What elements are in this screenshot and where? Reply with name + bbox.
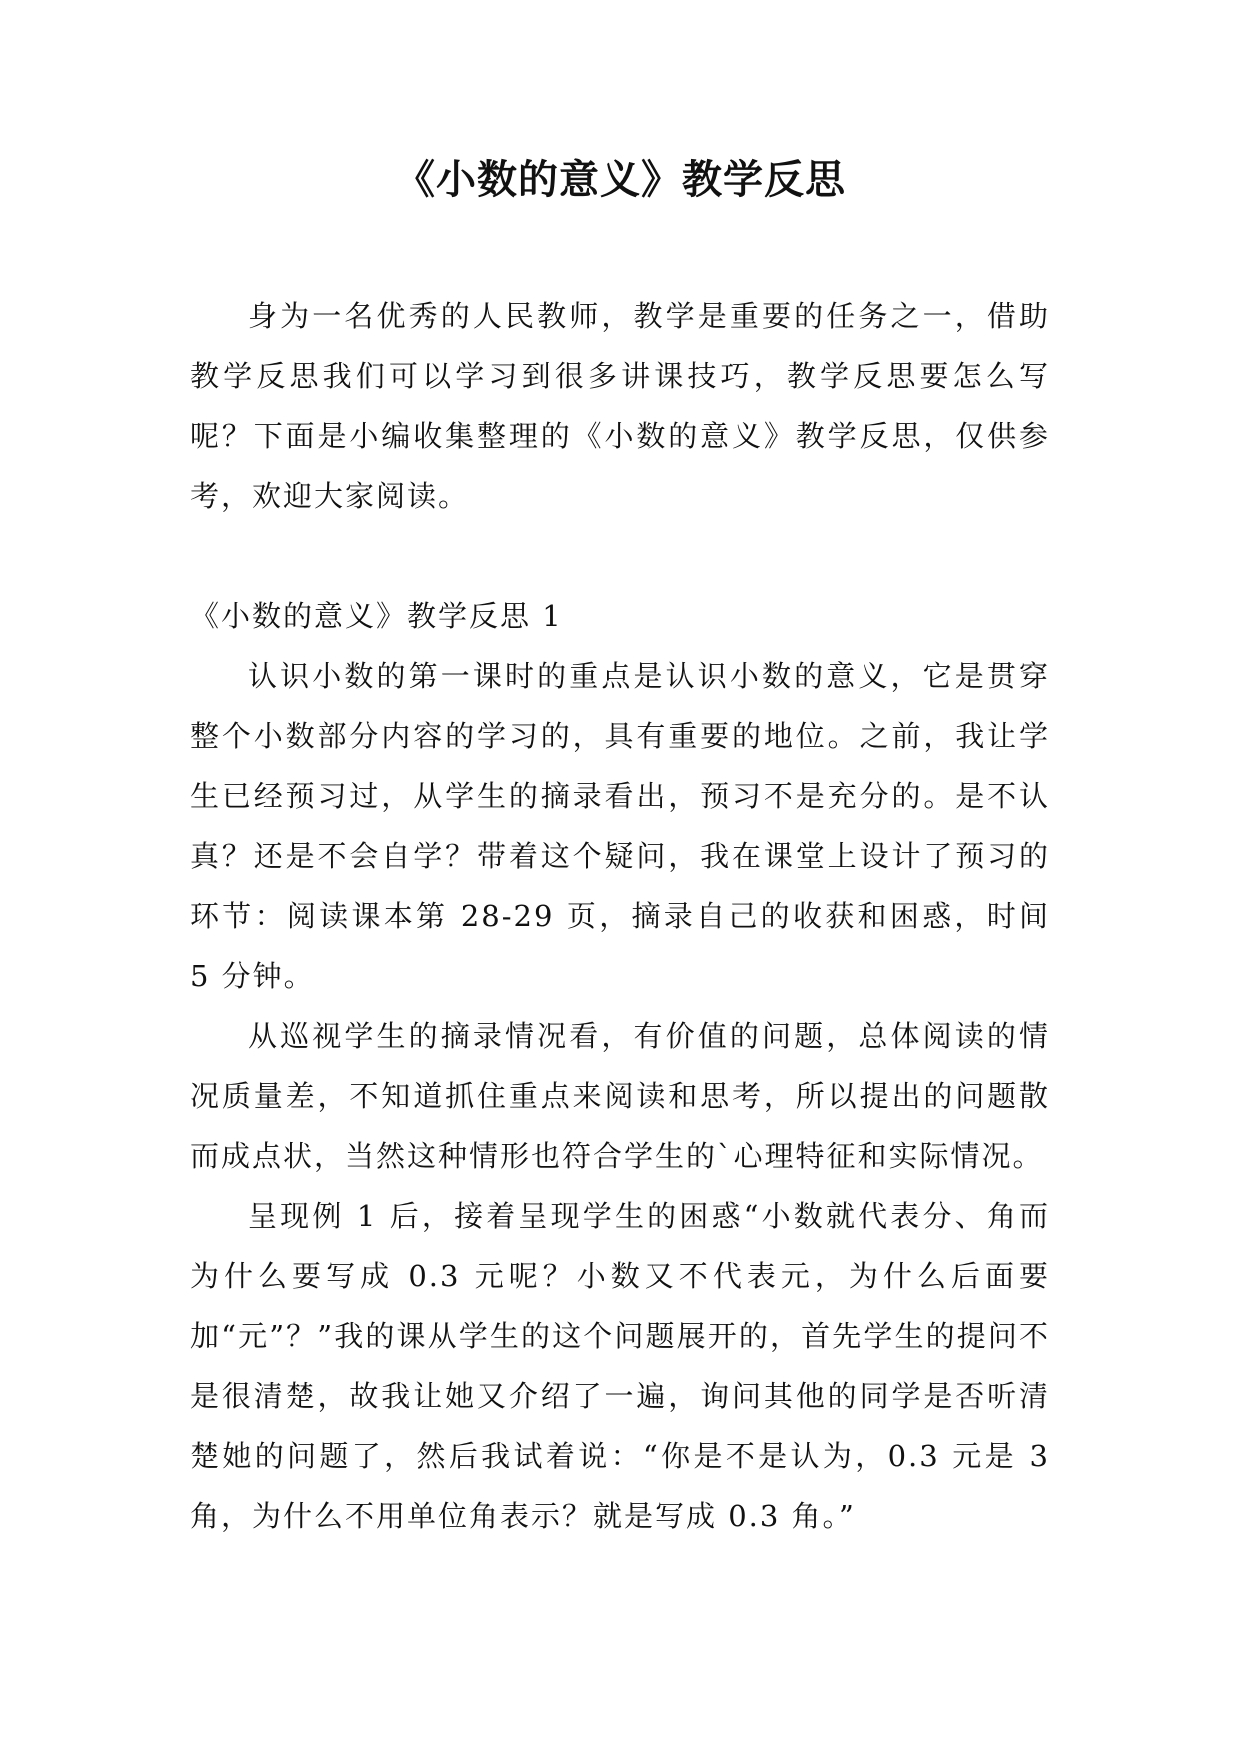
intro-paragraph: 身为一名优秀的人民教师，教学是重要的任务之一，借助教学反思我们可以学习到很多讲课技巧，教学反思要怎么写呢？下面是小编收集整理的《小数的意义》教学反思，仅供参考，欢迎大家阅读。 xyxy=(190,299,1050,513)
document-title: 《小数的意义》教学反思 xyxy=(395,157,846,203)
section-heading: 《小数的意义》教学反思 1 xyxy=(190,599,563,633)
body-paragraph-2: 从巡视学生的摘录情况看，有价值的问题，总体阅读的情况质量差，不知道抓住重点来阅读和思考，所以提出的问题散而成点状，当然这种情形也符合学生的`心理特征和实际情况。 xyxy=(190,1019,1050,1173)
body-paragraph-1: 认识小数的第一课时的重点是认识小数的意义，它是贯穿整个小数部分内容的学习的，具有重要的地位。之前，我让学生已经预习过，从学生的摘录看出，预习不是充分的。是不认真？还是不会自学？带着这个疑问，我在课堂上设计了预习的环节：阅读课本第 28-29 页，摘录自己的收获和困惑，时间 5 分钟。 xyxy=(190,659,1050,993)
document-body xyxy=(190,286,1050,1546)
body-paragraph-3: 呈现例 1 后，接着呈现学生的困惑“小数就代表分、角而为什么要写成 0.3 元呢？小数又不代表元，为什么后面要加“元”？”我的课从学生的这个问题展开的，首先学生的提问不是很清楚，故我让她又介绍了一遍，询问其他的同学是否听清楚她的问题了，然后我试着说：“你是不是认为，0.3 元是 3 角，为什么不用单位角表示？就是写成 0.3 角。” xyxy=(190,1199,1050,1533)
